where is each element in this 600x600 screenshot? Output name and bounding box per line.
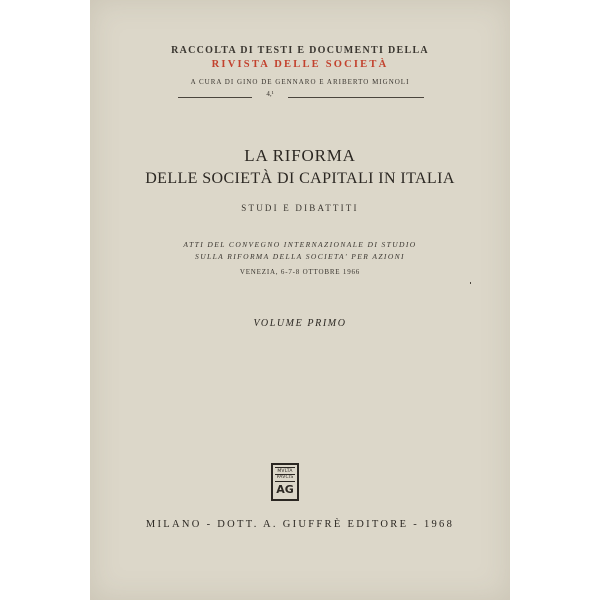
logo-motto-line-1: MVLTA — [277, 469, 293, 474]
title-line-1: LA RIFORMA — [244, 146, 356, 165]
journal-name: RIVISTA DELLE SOCIETÀ — [211, 59, 389, 70]
venue-date: VENEZIA, 6-7-8 OTTOBRE 1966 — [239, 268, 361, 276]
series-rule-left — [178, 97, 252, 98]
logo-monogram: AG — [276, 483, 294, 496]
logo-lower-bar — [275, 481, 295, 482]
series-rule-right — [288, 97, 424, 98]
publisher-imprint: MILANO - DOTT. A. GIUFFRÈ EDITORE - 1968 — [145, 519, 455, 530]
series-title: RACCOLTA DI TESTI E DOCUMENTI DELLA — [171, 45, 429, 56]
series-number: 4,¹ — [266, 90, 274, 98]
logo-top-bar — [275, 467, 295, 468]
publisher-logo — [271, 463, 299, 501]
subtitle: STUDI E DIBATTITI — [241, 203, 359, 213]
proceedings-line-2: SULLA RIFORMA DELLA SOCIETA' PER AZIONI — [195, 252, 405, 261]
paper-speck — [470, 282, 471, 284]
logo-motto-line-2: PAVCIS — [276, 475, 294, 480]
volume-label: VOLUME PRIMO — [253, 318, 347, 329]
title-line-2: DELLE SOCIETÀ DI CAPITALI IN ITALIA — [145, 170, 455, 187]
editors-line: A CURA DI GINO DE GENNARO E ARIBERTO MIGNOLI — [190, 78, 410, 86]
book-cover — [90, 0, 510, 600]
proceedings-line-1: ATTI DEL CONVEGNO INTERNAZIONALE DI STUDIO — [183, 240, 417, 249]
